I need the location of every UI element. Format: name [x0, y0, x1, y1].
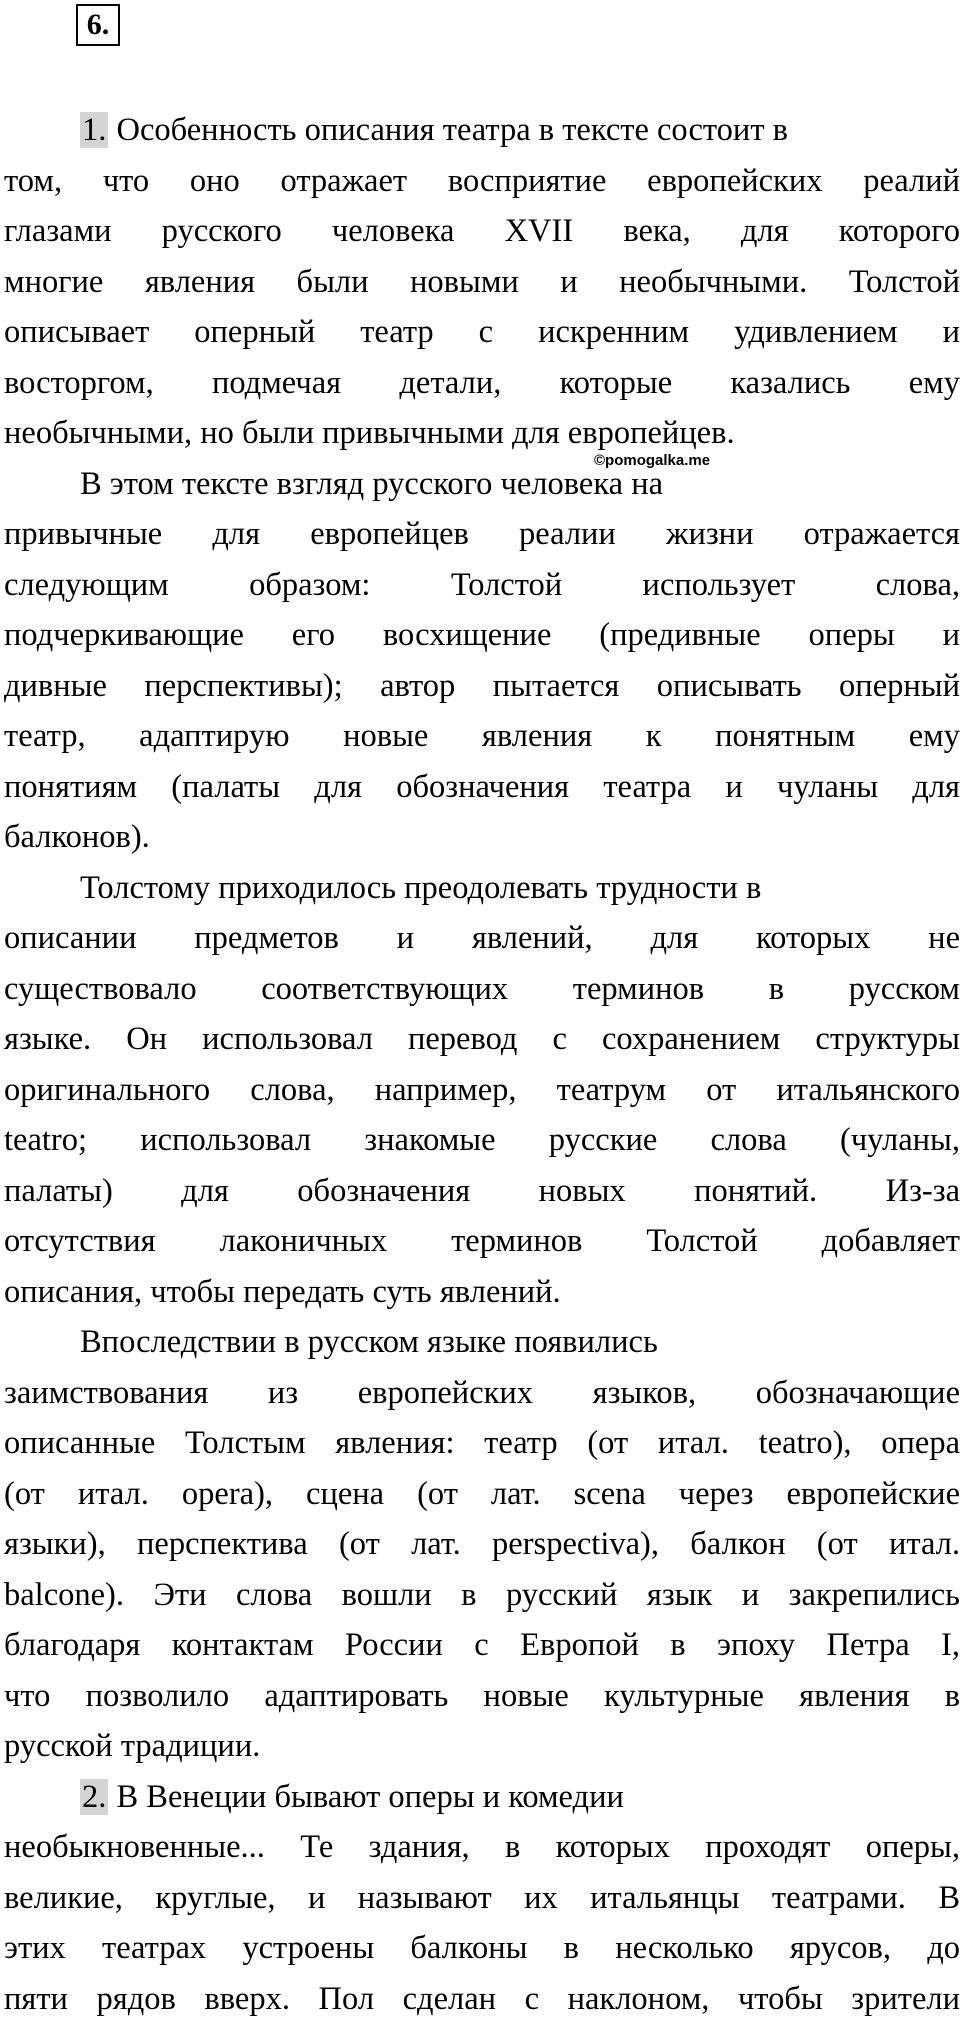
- line-text: пяти рядов вверх. Пол сделан с наклоном, чтобы зрители: [4, 1981, 960, 2017]
- text-line: [4, 913, 960, 964]
- text-line: [4, 1772, 960, 1823]
- line-text: дивные перспективы); автор пытается описывать оперный: [4, 668, 960, 704]
- line-text: глазами русского человека XVII века, для которого: [4, 213, 960, 249]
- text-line: [4, 1923, 960, 1974]
- text-line: [4, 408, 960, 459]
- text-line: [4, 1368, 960, 1419]
- paragraph-number: 1.: [80, 112, 108, 148]
- text-line: [4, 661, 960, 712]
- line-text: teatro; использовал знакомые русские слова (чуланы,: [4, 1122, 960, 1158]
- text-line: [4, 1974, 960, 2024]
- line-text: понятиям (палаты для обозначения театра и чуланы для: [4, 769, 960, 805]
- text-line: [4, 459, 960, 510]
- text-line: [4, 1065, 960, 1116]
- text-line: [4, 1267, 960, 1318]
- text-line: [4, 610, 960, 661]
- text-line: [4, 1014, 960, 1065]
- line-text: Особенность описания театра в тексте состоит в: [108, 112, 788, 148]
- text-line: [4, 1317, 960, 1368]
- line-text: следующим образом: Толстой использует слова,: [4, 567, 960, 603]
- line-text: оригинального слова, например, театрум от итальянского: [4, 1072, 960, 1108]
- line-text: великие, круглые, и называют их итальянцы театрами. В: [4, 1880, 960, 1916]
- line-text: (от итал. opera), сцена (от лат. scena через европейские: [4, 1476, 960, 1512]
- text-line: [4, 863, 960, 914]
- text-line: [4, 711, 960, 762]
- text-line: [4, 1519, 960, 1570]
- line-text: том, что оно отражает восприятие европейских реалий: [4, 163, 960, 199]
- text-line: [4, 1873, 960, 1924]
- text-line: [4, 762, 960, 813]
- text-line: [4, 1166, 960, 1217]
- line-text: balcone). Эти слова вошли в русский язык и закрепились: [4, 1577, 960, 1613]
- answer-text: [4, 105, 960, 2024]
- text-line: [4, 1620, 960, 1671]
- text-line: [4, 358, 960, 409]
- line-text: этих театрах устроены балконы в несколько ярусов, до: [4, 1930, 960, 1966]
- text-line: [4, 257, 960, 308]
- line-text: В Венеции бывают оперы и комедии: [108, 1779, 624, 1815]
- line-text: языке. Он использовал перевод с сохранением структуры: [4, 1021, 960, 1057]
- text-line: [4, 1216, 960, 1267]
- line-text: многие явления были новыми и необычными. Толстой: [4, 264, 960, 300]
- line-text: В этом тексте взгляд русского человека на: [80, 466, 663, 502]
- line-text: описании предметов и явлений, для которых не: [4, 920, 960, 956]
- text-line: [4, 1822, 960, 1873]
- text-line: [4, 1418, 960, 1469]
- text-line: [4, 1469, 960, 1520]
- line-text: театр, адаптирую новые явления к понятным ему: [4, 718, 960, 754]
- text-line: [4, 156, 960, 207]
- text-line: [4, 105, 960, 156]
- text-line: [4, 812, 960, 863]
- line-text: что позволило адаптировать новые культурные явления в: [4, 1678, 960, 1714]
- watermark: ©pomogalka.me: [594, 452, 710, 469]
- line-text: описания, чтобы передать суть явлений.: [4, 1274, 561, 1310]
- line-text: палаты) для обозначения новых понятий. Из-за: [4, 1173, 960, 1209]
- line-text: привычные для европейцев реалии жизни отражается: [4, 516, 960, 552]
- line-text: отсутствия лаконичных терминов Толстой добавляет: [4, 1223, 960, 1259]
- paragraph-number: 2.: [80, 1779, 108, 1815]
- line-text: Впоследствии в русском языке появились: [80, 1324, 658, 1360]
- line-text: необычными, но были привычными для европейцев.: [4, 415, 735, 451]
- text-line: [4, 206, 960, 257]
- task-number: 6.: [76, 4, 120, 46]
- line-text: необыкновенные... Те здания, в которых проходят оперы,: [4, 1829, 960, 1865]
- text-line: [4, 307, 960, 358]
- text-line: [4, 509, 960, 560]
- text-line: [4, 1570, 960, 1621]
- line-text: русской традиции.: [4, 1728, 260, 1764]
- line-text: существовало соответствующих терминов в русском: [4, 971, 960, 1007]
- line-text: описывает оперный театр с искренним удивлением и: [4, 314, 960, 350]
- line-text: подчеркивающие его восхищение (предивные оперы и: [4, 617, 960, 653]
- line-text: балконов).: [4, 819, 150, 855]
- line-text: описанные Толстым явления: театр (от итал. teatro), опера: [4, 1425, 960, 1461]
- text-line: [4, 1115, 960, 1166]
- line-text: языки), перспектива (от лат. perspectiva), балкон (от итал.: [4, 1526, 960, 1562]
- line-text: Толстому приходилось преодолевать трудности в: [80, 870, 761, 906]
- text-line: [4, 964, 960, 1015]
- line-text: благодаря контактам России с Европой в эпоху Петра I,: [4, 1627, 960, 1663]
- line-text: восторгом, подмечая детали, которые казались ему: [4, 365, 960, 401]
- text-line: [4, 1721, 960, 1772]
- text-line: [4, 560, 960, 611]
- line-text: заимствования из европейских языков, обозначающие: [4, 1375, 960, 1411]
- text-line: [4, 1671, 960, 1722]
